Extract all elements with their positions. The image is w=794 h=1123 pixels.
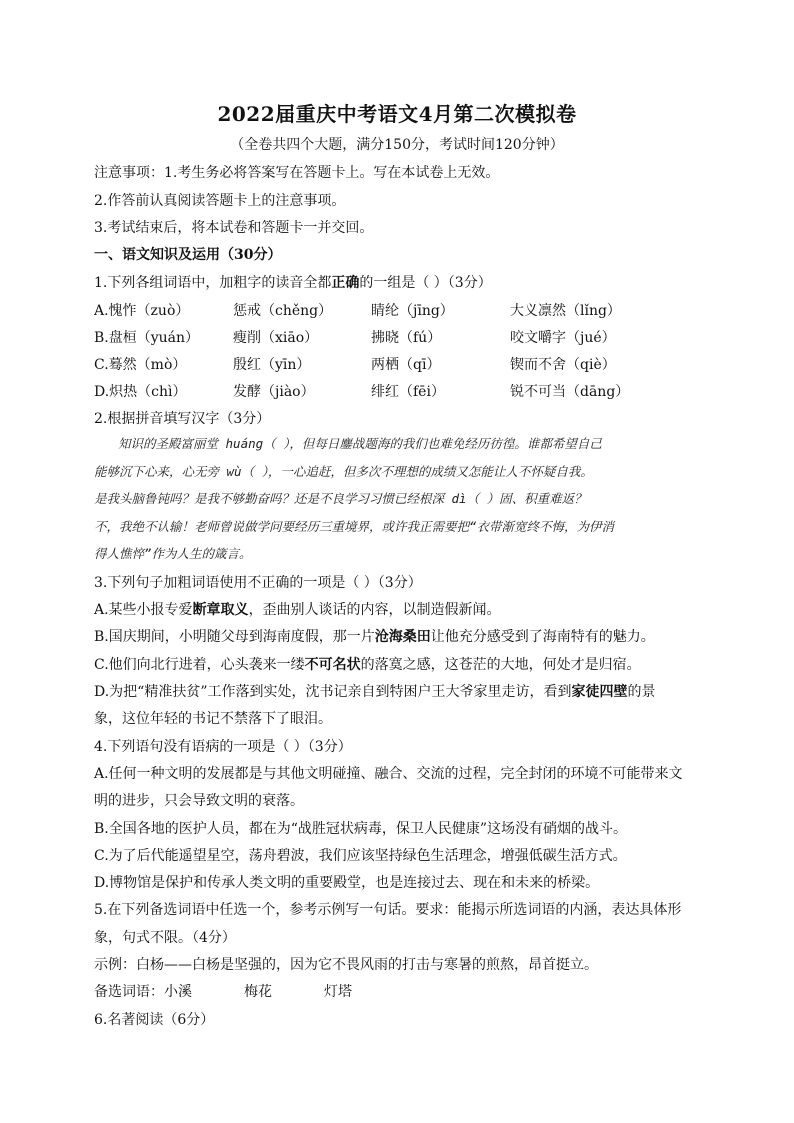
- q3-d-text: D.为把“精准扶贫”工作落到实处，沈书记亲自到特困户王大爷家里走访，看到: [94, 684, 572, 700]
- q3-a-text: A.某些小报专爱: [94, 602, 193, 618]
- q4-stem: 4.下列语句没有语病的一项是（ ）（3分）: [94, 739, 352, 755]
- notice-3: 3.考试结束后，将本试卷和答题卡一并交回。: [94, 220, 374, 236]
- q3-b-text-end: 让他充分感受到了海南特有的魅力。: [430, 629, 655, 645]
- q2-passage-line: 知识的圣殿富丽堂 huáng（ ），但每日鏖战题海的我们也难免经历彷徨。谁都希望自己: [118, 436, 602, 451]
- q5-option: 小溪: [164, 984, 192, 1000]
- q3-option-c: [94, 654, 641, 674]
- q3-a-bold: 断章取义: [192, 602, 249, 618]
- q1-d3: 绯红（fēi）: [371, 384, 445, 400]
- q1-d1: D.炽热（chì）: [94, 384, 187, 400]
- q1-b4: 咬文嚼字（jué）: [510, 330, 616, 346]
- q1-d2: 发酵（jiào）: [233, 384, 315, 400]
- q1-c4: 锲而不舍（qiè）: [510, 357, 616, 373]
- q1-a1: A.愧怍（zuò）: [94, 303, 190, 319]
- q1-c2: 殷红（yīn）: [233, 357, 311, 373]
- q3-option-a: [94, 599, 501, 619]
- q1-a4: 大义凛然（lǐng）: [510, 303, 621, 319]
- q3-d-text-end: 的景: [627, 684, 656, 700]
- section-heading: 一、语文知识及运用（30分）: [94, 247, 282, 263]
- q5-option: 梅花: [244, 984, 272, 1000]
- q4-option-d: D.博物馆是保护和传承人类文明的重要殿堂，也是连接过去、现在和未来的桥梁。: [94, 875, 600, 891]
- q1-stem-bold: 正确: [331, 275, 360, 291]
- q3-b-text: B.国庆期间，小明随父母到海南度假，那一片: [94, 629, 375, 645]
- q2-passage-line: 得人憔悴”作为人生的箴言。: [94, 546, 252, 561]
- q3-option-d-cont: 象，这位年轻的书记不禁落下了眼泪。: [94, 711, 332, 727]
- q5-option: 灯塔: [324, 984, 352, 1000]
- q1-stem-post: 的一组是（ ）（3分）: [359, 275, 492, 291]
- q3-d-bold: 家徒四壁: [571, 684, 628, 700]
- q1-b1: B.盘桓（yuán）: [94, 330, 200, 346]
- q3-c-text-end: 的落寞之感，这苍茫的大地，何处才是归宿。: [360, 657, 641, 673]
- q6-stem: 6.名著阅读（6分）: [94, 1012, 215, 1028]
- q2-passage-line: 是我头脑鲁钝吗？是我不够勤奋吗？还是不良学习习惯已经根深 dì（ ）固、积重难返？: [94, 491, 587, 506]
- q1-b2: 瘦削（xiāo）: [233, 330, 319, 346]
- q3-c-bold: 不可名状: [304, 657, 361, 673]
- q3-stem: 3.下列句子加粗词语使用不正确的一项是（ ）（3分）: [94, 575, 422, 591]
- q2-passage: [94, 430, 704, 568]
- q5-options: [94, 981, 352, 1001]
- q2-passage-line: 不，我绝不认输！老师曾说做学问要经历三重境界，或许我正需要把“衣带渐宽终不悔，为伊消: [94, 518, 615, 534]
- q2-passage-line: 能够沉下心来，心无旁 wù（ ），一心追赶，但多次不理想的成绩又怎能让人不怀疑自我。: [94, 463, 593, 479]
- q1-c3: 两栖（qī）: [371, 357, 441, 373]
- q3-b-bold: 沧海桑田: [374, 629, 431, 645]
- notice-1: 注意事项：1.考生务必将答案写在答题卡上。写在本试卷上无效。: [94, 165, 500, 181]
- q5-stem-cont: 象，句式不限。（4分）: [94, 930, 236, 946]
- q1-c1: C.蓦然（mò）: [94, 357, 187, 373]
- q1-stem: [94, 272, 492, 292]
- q5-example: 示例：白杨——白杨是坚强的，因为它不畏风雨的打击与寒暑的煎熬，昂首挺立。: [94, 957, 598, 973]
- q5-stem: 5.在下列备选词语中任选一个，参考示例写一句话。要求：能揭示所选词语的内涵，表达具体形: [94, 902, 682, 918]
- q3-option-b: [94, 626, 655, 646]
- q4-option-b: B.全国各地的医护人员，都在为“战胜冠状病毒，保卫人民健康”这场没有硝烟的战斗。: [94, 821, 628, 837]
- q3-a-text-end: ，歪曲别人谈话的内容，以制造假新闻。: [248, 602, 501, 618]
- q1-d4: 锐不可当（dāng）: [510, 384, 630, 400]
- q4-option-a-cont: 明的进步，只会导致文明的衰落。: [94, 793, 304, 809]
- q3-c-text: C.他们向北行进着，心头袭来一缕: [94, 657, 305, 673]
- exam-subtitle: （全卷共四个大题，满分150分，考试时间120分钟）: [230, 137, 564, 153]
- q3-option-d: [94, 681, 656, 701]
- exam-title: 2022届重庆中考语文4月第二次模拟卷: [217, 102, 577, 126]
- q1-a3: 睛纶（jīng）: [371, 303, 454, 319]
- q1-a2: 惩戒（chěng）: [233, 303, 333, 319]
- notice-2: 2.作答前认真阅读答题卡上的注意事项。: [94, 193, 346, 209]
- q1-b3: 拂晓（fú）: [371, 330, 442, 346]
- q5-options-label: 备选词语：: [94, 984, 164, 1000]
- q1-stem-pre: 1.下列各组词语中，加粗字的读音全都: [94, 275, 332, 291]
- q2-stem: 2.根据拼音填写汉字（3分）: [94, 411, 271, 427]
- q4-option-a: A.任何一种文明的发展都是与其他文明碰撞、融合、交流的过程，完全封闭的环境不可能带来文: [94, 766, 683, 782]
- q4-option-c: C.为了后代能遥望星空，荡舟碧波，我们应该坚持绿色生活理念，增强低碳生活方式。: [94, 848, 627, 864]
